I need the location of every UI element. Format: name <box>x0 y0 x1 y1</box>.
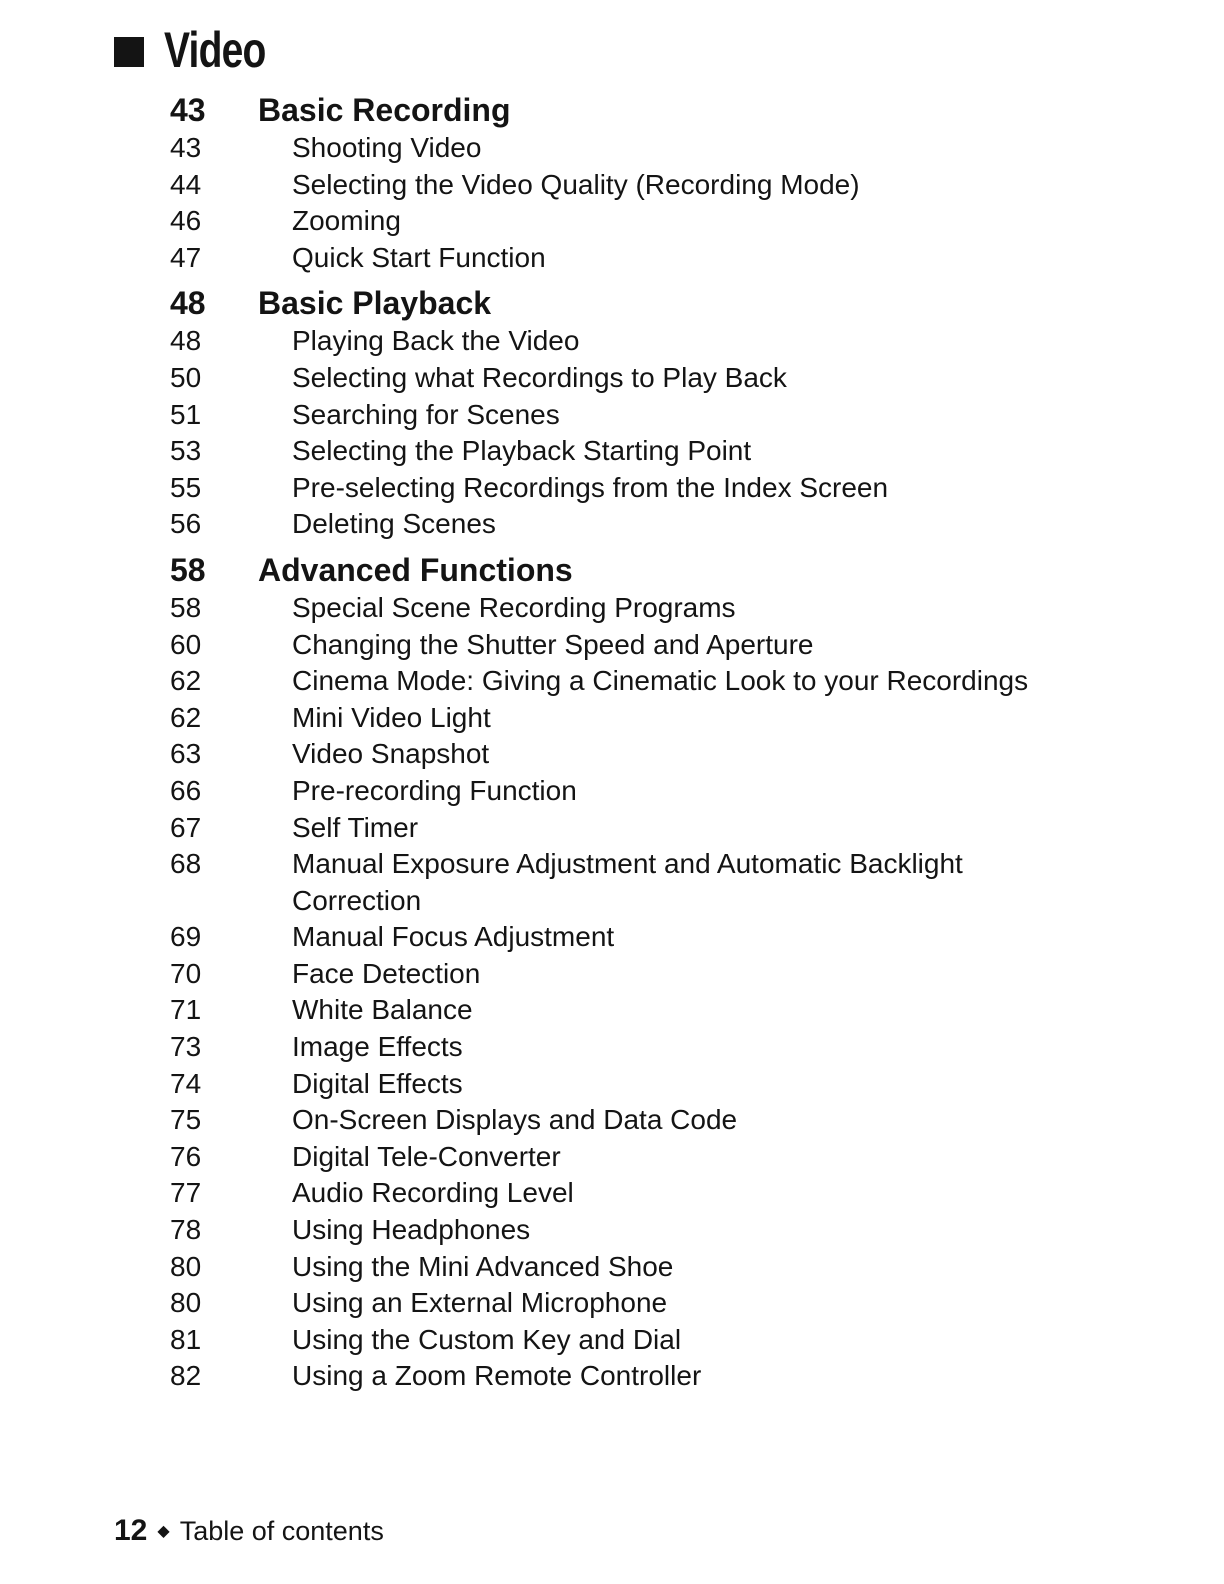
entry-title: Changing the Shutter Speed and Aperture <box>292 628 814 660</box>
entry-title: Playing Back the Video <box>292 325 580 357</box>
entry-title: Manual Focus Adjustment <box>292 921 615 953</box>
toc-entry[interactable] <box>170 167 1130 204</box>
entry-page-number: 44 <box>170 168 202 200</box>
section-title: Basic Playback <box>258 285 492 322</box>
entry-title: Face Detection <box>292 957 481 989</box>
entry-page-number: 47 <box>170 241 202 273</box>
entry-title: Manual Exposure Adjustment and Automatic Backlight Correction <box>292 848 963 916</box>
entry-title: Deleting Scenes <box>292 508 496 540</box>
entry-page-number: 67 <box>170 811 202 843</box>
entry-page-number: 55 <box>170 471 202 503</box>
entry-title: Mini Video Light <box>292 701 491 733</box>
diamond-separator-icon: ◆ <box>157 1523 170 1540</box>
entry-title: Using Headphones <box>292 1214 531 1246</box>
entry-page-number: 48 <box>170 325 202 357</box>
toc-entry[interactable] <box>170 919 1130 956</box>
entry-title: Searching for Scenes <box>292 398 560 430</box>
entry-page-number: 51 <box>170 398 202 430</box>
entry-title: Using a Zoom Remote Controller <box>292 1360 702 1392</box>
toc-section <box>170 550 1130 1395</box>
toc-entry[interactable] <box>170 323 1130 360</box>
entry-page-number: 50 <box>170 361 202 393</box>
section-title: Basic Recording <box>258 92 511 128</box>
section-page-number: 58 <box>170 551 206 588</box>
entry-page-number: 74 <box>170 1067 202 1099</box>
entry-title: Video Snapshot <box>292 738 490 770</box>
toc-section <box>170 283 1130 543</box>
toc-entry[interactable] <box>170 1102 1130 1139</box>
entry-title: Cinema Mode: Giving a Cinematic Look to your Recordings <box>292 665 1029 697</box>
toc-entry[interactable] <box>170 433 1130 470</box>
toc-entry[interactable] <box>170 470 1130 507</box>
section-header[interactable] <box>170 550 1130 590</box>
entry-page-number: 69 <box>170 921 202 953</box>
toc-entry[interactable] <box>170 203 1130 240</box>
toc-entry[interactable] <box>170 397 1130 434</box>
entry-page-number: 78 <box>170 1214 202 1246</box>
section-page-number: 43 <box>170 92 206 128</box>
entry-title: White Balance <box>292 994 473 1026</box>
entry-title: Digital Effects <box>292 1067 463 1099</box>
page-footer <box>114 1514 384 1548</box>
entry-page-number: 63 <box>170 738 202 770</box>
entry-page-number: 62 <box>170 665 202 697</box>
entry-title: Using an External Microphone <box>292 1287 668 1319</box>
table-of-contents <box>170 90 1130 1402</box>
entry-title: Pre-recording Function <box>292 774 577 806</box>
entry-title: Zooming <box>292 205 401 237</box>
toc-entry[interactable] <box>170 506 1130 543</box>
toc-entry[interactable] <box>170 773 1130 810</box>
toc-entry[interactable] <box>170 1139 1130 1176</box>
chapter-heading <box>114 24 294 76</box>
entry-page-number: 75 <box>170 1104 202 1136</box>
section-header[interactable] <box>170 283 1130 323</box>
toc-entry[interactable] <box>170 1175 1130 1212</box>
square-bullet-icon <box>114 37 144 67</box>
toc-entry[interactable] <box>170 1066 1130 1103</box>
entry-page-number: 80 <box>170 1250 202 1282</box>
entry-title: Audio Recording Level <box>292 1177 574 1209</box>
entry-page-number: 66 <box>170 774 202 806</box>
entry-page-number: 73 <box>170 1031 202 1063</box>
entry-page-number: 71 <box>170 994 202 1026</box>
toc-entry[interactable] <box>170 846 1130 919</box>
footer-label: Table of contents <box>179 1516 384 1546</box>
page-number: 12 <box>114 1514 148 1547</box>
entry-page-number: 70 <box>170 957 202 989</box>
chapter-title: Video <box>164 22 266 78</box>
entry-page-number: 77 <box>170 1177 202 1209</box>
section-page-number: 48 <box>170 285 206 322</box>
entry-page-number: 68 <box>170 848 202 880</box>
entry-title: Quick Start Function <box>292 241 546 273</box>
entry-title: Using the Custom Key and Dial <box>292 1323 682 1355</box>
entry-page-number: 82 <box>170 1360 202 1392</box>
toc-entry[interactable] <box>170 1285 1130 1322</box>
entry-title: Using the Mini Advanced Shoe <box>292 1250 674 1282</box>
toc-entry[interactable] <box>170 360 1130 397</box>
entry-title: Selecting the Video Quality (Recording Mode) <box>292 168 860 200</box>
entry-title: Pre-selecting Recordings from the Index Screen <box>292 471 889 503</box>
toc-entry[interactable] <box>170 736 1130 773</box>
section-header[interactable] <box>170 90 1130 130</box>
entry-title: Shooting Video <box>292 132 482 163</box>
toc-section <box>170 90 1130 276</box>
entry-page-number: 80 <box>170 1287 202 1319</box>
entry-page-number: 43 <box>170 132 202 163</box>
toc-entry[interactable] <box>170 1358 1130 1395</box>
entry-title: Selecting what Recordings to Play Back <box>292 361 787 393</box>
toc-entry[interactable] <box>170 240 1130 277</box>
toc-entry[interactable] <box>170 956 1130 993</box>
toc-entry[interactable] <box>170 627 1130 664</box>
toc-entry[interactable] <box>170 1212 1130 1249</box>
entry-page-number: 46 <box>170 205 202 237</box>
entry-title: Digital Tele-Converter <box>292 1140 561 1172</box>
entry-page-number: 53 <box>170 435 202 467</box>
toc-entry[interactable] <box>170 590 1130 627</box>
entry-title: Special Scene Recording Programs <box>292 591 736 623</box>
entry-page-number: 76 <box>170 1140 202 1172</box>
entry-page-number: 58 <box>170 591 202 623</box>
entry-page-number: 81 <box>170 1323 202 1355</box>
entry-page-number: 60 <box>170 628 202 660</box>
toc-entry[interactable] <box>170 992 1130 1029</box>
toc-entry[interactable] <box>170 1322 1130 1359</box>
section-title: Advanced Functions <box>258 551 573 588</box>
toc-entry[interactable] <box>170 663 1130 700</box>
entry-page-number: 62 <box>170 701 202 733</box>
toc-entry[interactable] <box>170 700 1130 737</box>
entry-title: On-Screen Displays and Data Code <box>292 1104 738 1136</box>
toc-entry[interactable] <box>170 1029 1130 1066</box>
entry-title: Image Effects <box>292 1031 463 1063</box>
toc-entry[interactable] <box>170 130 1130 167</box>
toc-entry[interactable] <box>170 1249 1130 1286</box>
entry-page-number: 56 <box>170 508 202 540</box>
toc-entry[interactable] <box>170 810 1130 847</box>
entry-title: Self Timer <box>292 811 419 843</box>
entry-title: Selecting the Playback Starting Point <box>292 435 752 467</box>
